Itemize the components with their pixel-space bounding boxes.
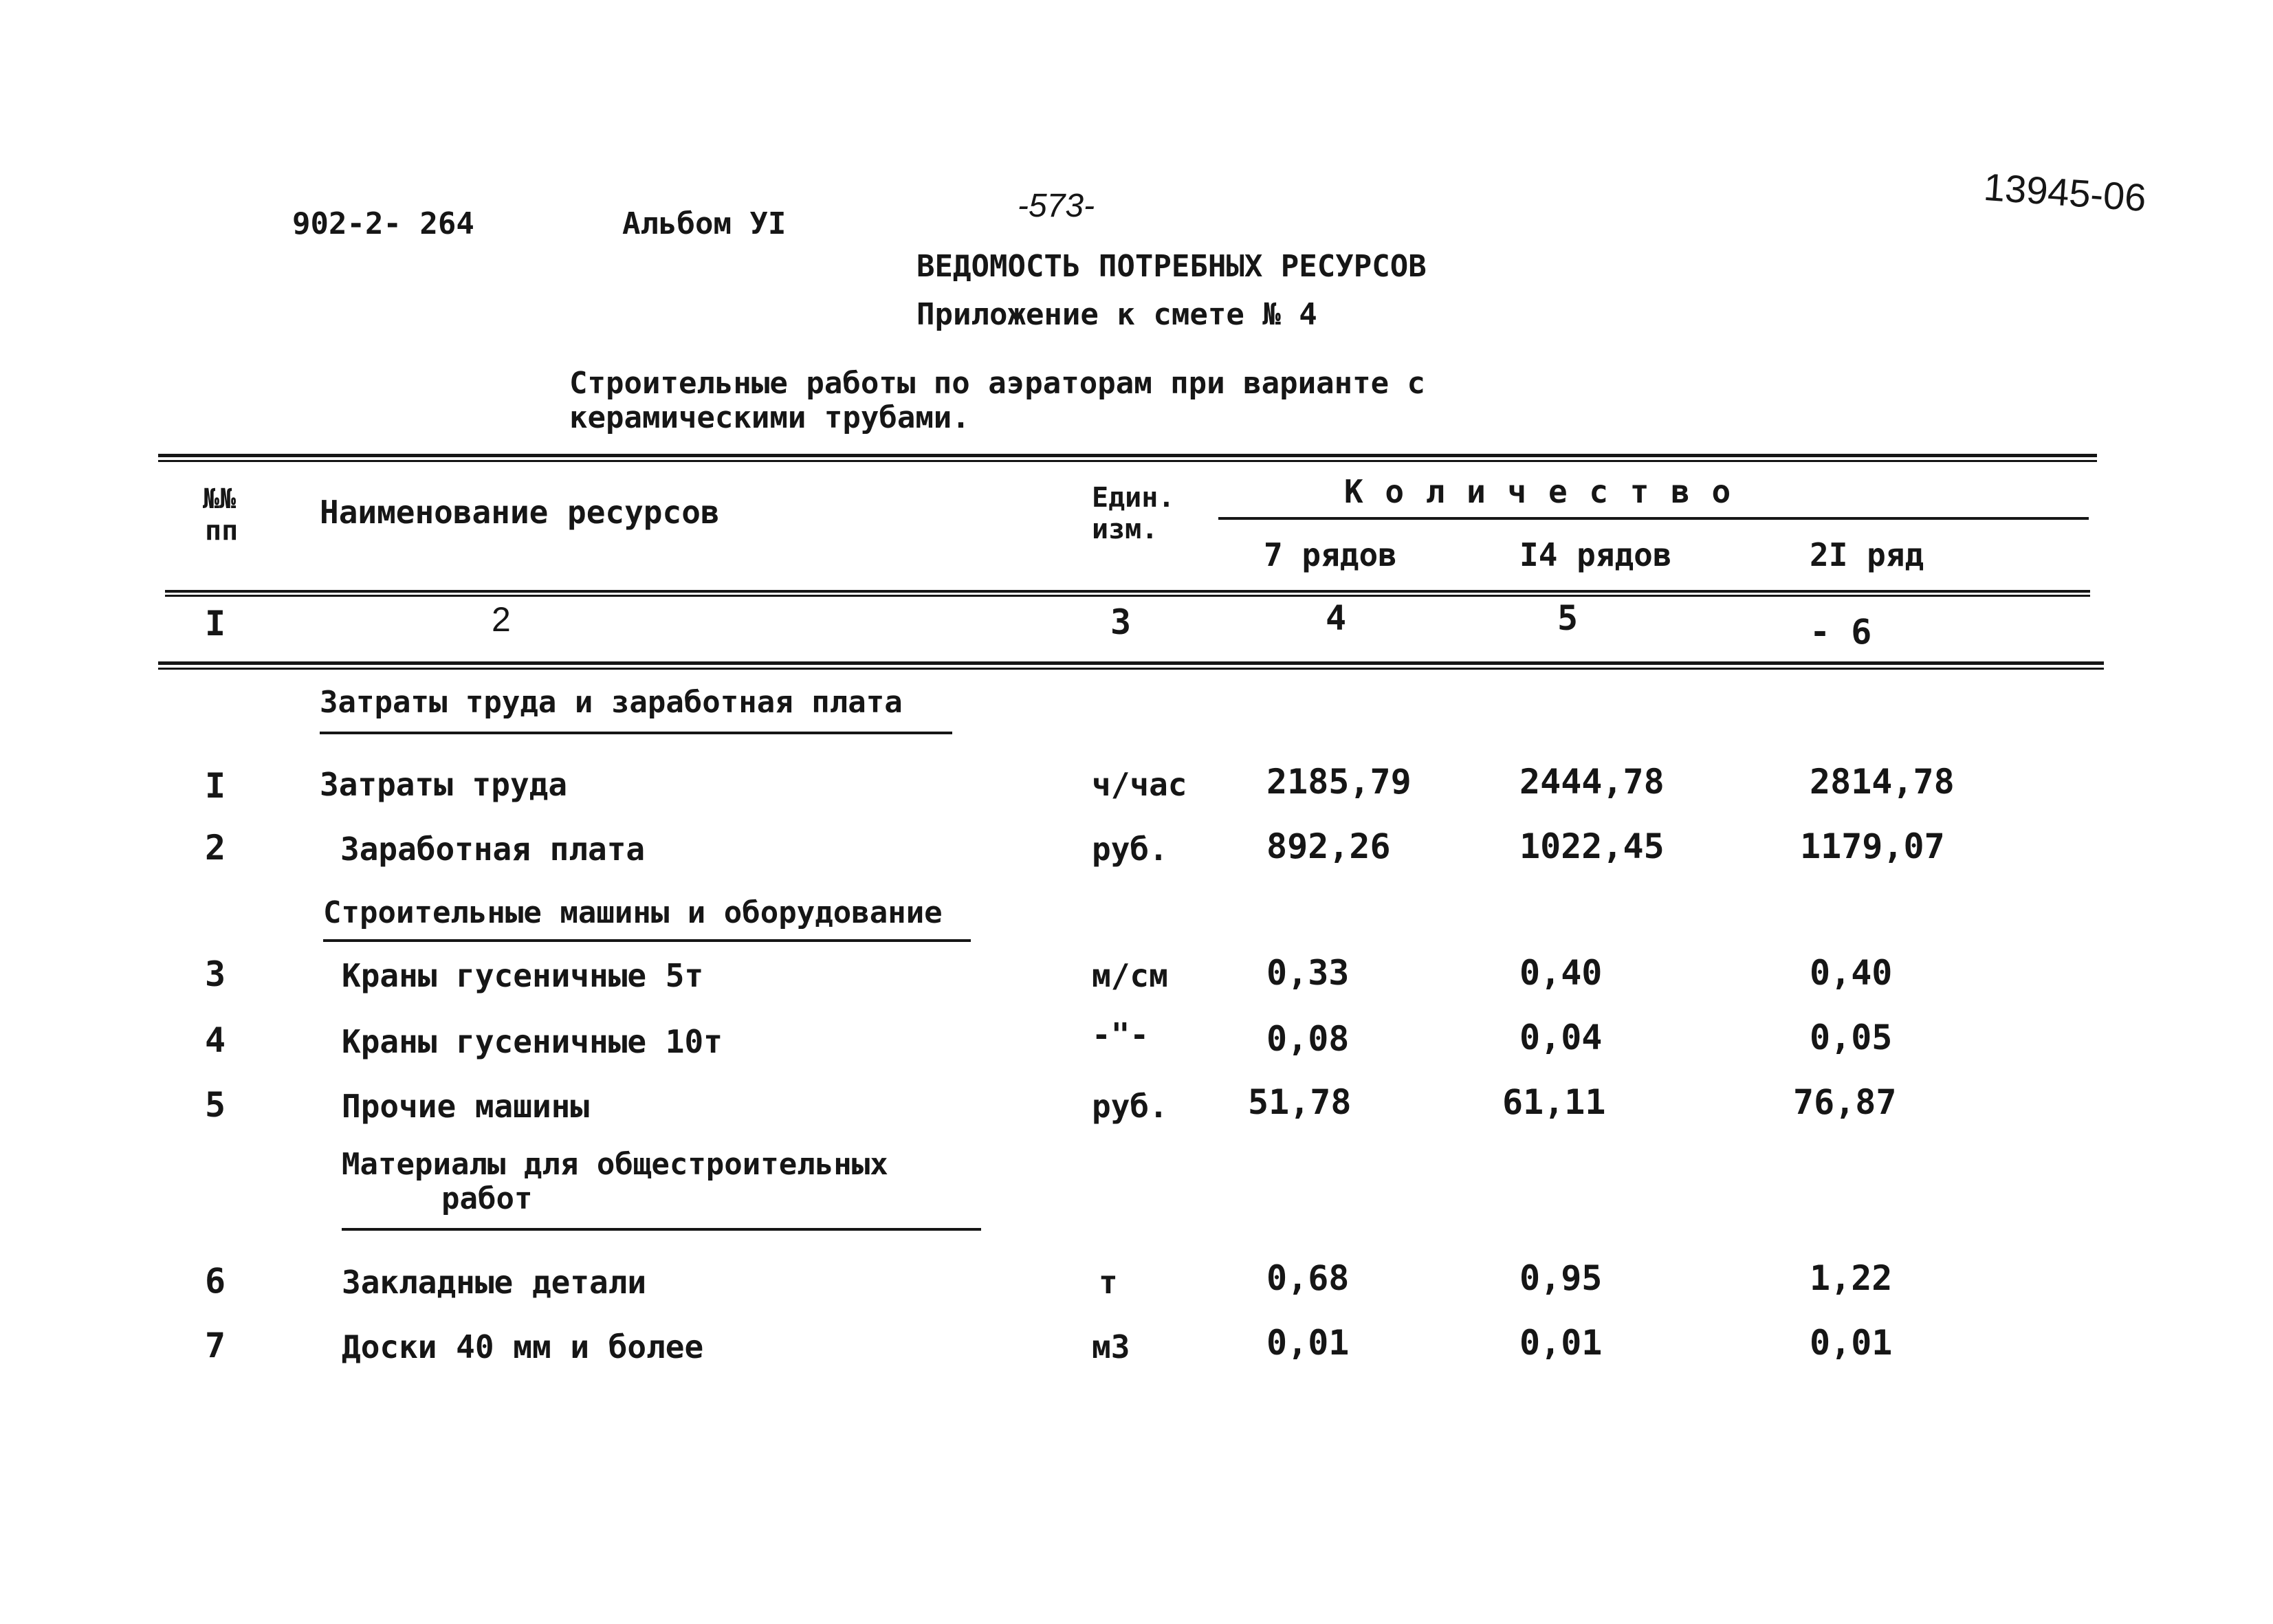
section-machines: Строительные машины и оборудование: [323, 895, 943, 930]
row-5-value-14: 61,11: [1502, 1082, 1606, 1122]
header-col-14: I4 рядов: [1519, 536, 1672, 573]
row-7-value-21: 0,01: [1810, 1323, 1893, 1363]
column-number-3: 3: [1110, 602, 1132, 642]
row-3-unit: м/см: [1092, 957, 1168, 994]
quantity-underline: [1218, 517, 2089, 520]
row-6-value-21: 1,22: [1810, 1258, 1893, 1298]
row-2-value-21: 1179,07: [1800, 826, 1945, 866]
column-number-2: 2: [492, 600, 511, 639]
row-1-value-21: 2814,78: [1810, 762, 1955, 802]
header-unit-line1: Един.: [1092, 482, 1175, 514]
header-unit-line2: изм.: [1092, 514, 1159, 545]
header-num-line2: пп: [205, 515, 239, 547]
document-title: ВЕДОМОСТЬ ПОТРЕБНЫХ РЕСУРСОВ: [916, 249, 1427, 284]
section-labor: Затраты труда и заработная плата: [320, 685, 903, 720]
album-label: Альбом УI: [622, 206, 787, 241]
document-subtitle-line1: Строительные работы по аэраторам при варианте с: [569, 366, 1426, 401]
row-3-value-21: 0,40: [1810, 953, 1893, 993]
row-4-value-7: 0,08: [1266, 1019, 1350, 1059]
row-5-value-21: 76,87: [1793, 1082, 1897, 1122]
row-6-value-14: 0,95: [1519, 1258, 1603, 1298]
header-num-line1: №№: [203, 483, 237, 515]
row-3-num: 3: [205, 954, 226, 994]
row-1-num: I: [205, 766, 226, 806]
row-2-value-7: 892,26: [1266, 826, 1391, 866]
section-materials-line2: работ: [441, 1181, 533, 1216]
table-top-rule: [158, 454, 2097, 462]
row-4-name: Краны гусеничные 10т: [342, 1023, 723, 1060]
row-5-name: Прочие машины: [342, 1088, 590, 1125]
header-name: Наименование ресурсов: [320, 494, 720, 531]
row-2-unit: руб.: [1092, 831, 1168, 868]
column-number-1: I: [205, 604, 226, 644]
row-4-unit: -"-: [1092, 1016, 1150, 1053]
row-5-unit: руб.: [1092, 1088, 1168, 1125]
row-6-num: 6: [205, 1261, 226, 1301]
row-1-name: Затраты труда: [320, 766, 568, 803]
column-number-5: 5: [1557, 598, 1579, 638]
section-labor-underline: [320, 732, 952, 734]
archive-code: 13945-06: [1982, 164, 2148, 220]
row-3-value-7: 0,33: [1266, 953, 1350, 993]
row-1-value-14: 2444,78: [1519, 762, 1665, 802]
row-5-value-7: 51,78: [1248, 1082, 1352, 1122]
document-appendix: Приложение к смете № 4: [916, 297, 1317, 332]
column-numbers-rule: [158, 661, 2104, 670]
row-1-value-7: 2185,79: [1266, 762, 1412, 802]
header-col-7: 7 рядов: [1264, 536, 1397, 573]
row-7-name: Доски 40 мм и более: [342, 1328, 704, 1365]
section-materials-line1: Материалы для общестроительных: [342, 1147, 888, 1182]
row-6-value-7: 0,68: [1266, 1258, 1350, 1298]
row-3-value-14: 0,40: [1519, 953, 1603, 993]
row-4-num: 4: [205, 1020, 226, 1060]
section-materials-underline: [342, 1228, 981, 1231]
row-1-unit: ч/час: [1092, 766, 1187, 803]
row-3-name: Краны гусеничные 5т: [342, 957, 704, 994]
header-bottom-rule: [165, 590, 2090, 597]
page-number: -573-: [1018, 188, 1095, 224]
section-machines-underline: [323, 939, 971, 942]
row-6-name: Закладные детали: [342, 1264, 647, 1301]
row-2-num: 2: [205, 828, 226, 868]
document-code: 902-2- 264: [292, 206, 474, 241]
row-4-value-14: 0,04: [1519, 1018, 1603, 1057]
document-subtitle-line2: керамическими трубами.: [569, 400, 970, 435]
row-7-unit: м3: [1092, 1328, 1130, 1365]
row-2-value-14: 1022,45: [1519, 826, 1665, 866]
header-col-21: 2I ряд: [1810, 536, 1924, 573]
row-4-value-21: 0,05: [1810, 1018, 1893, 1057]
row-2-name: Заработная плата: [340, 831, 646, 868]
header-quantity: К о л и ч е с т в о: [1344, 473, 1733, 510]
row-7-num: 7: [205, 1326, 226, 1365]
row-6-unit: т: [1099, 1264, 1118, 1301]
column-number-6: - 6: [1810, 612, 1872, 652]
row-7-value-14: 0,01: [1519, 1323, 1603, 1363]
column-number-4: 4: [1326, 598, 1347, 638]
row-5-num: 5: [205, 1085, 226, 1125]
row-7-value-7: 0,01: [1266, 1323, 1350, 1363]
